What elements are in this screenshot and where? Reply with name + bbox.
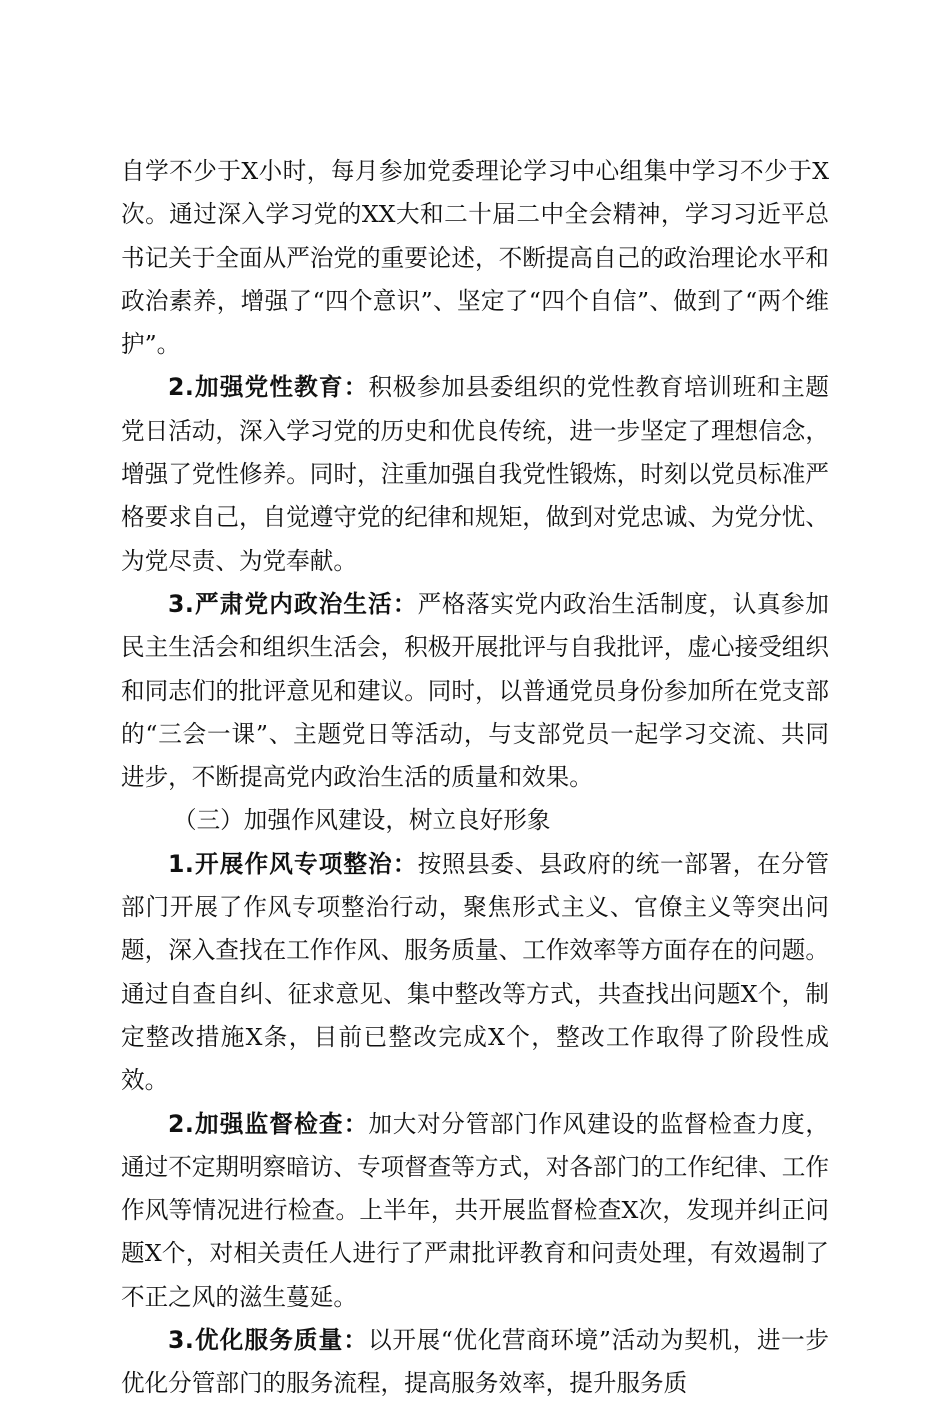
- document-body: [121, 150, 829, 1406]
- section-heading: [121, 799, 829, 842]
- paragraph-item-service-quality: [121, 1319, 829, 1406]
- item-title: 3.严肃党内政治生活：: [168, 589, 418, 618]
- item-title: 3.优化服务质量：: [168, 1326, 369, 1355]
- paragraph-item-party-spirit-education: [121, 366, 829, 582]
- paragraph-continuation: [121, 150, 829, 366]
- paragraph-item-style-rectification: [121, 843, 829, 1103]
- paragraph-text: 自学不少于X小时，每月参加党委理论学习中心组集中学习不少于X次。通过深入学习党的XX大和二十届二中全会精神，学习习近平总书记关于全面从严治党的重要论述，不断提高自己的政治理论水平和政治素养，增强了“四个意识”、坚定了“四个自信”、做到了“两个维护”。: [121, 157, 829, 359]
- paragraph-item-supervision: [121, 1103, 829, 1319]
- item-title: 2.加强监督检查：: [168, 1109, 369, 1138]
- paragraph-item-party-political-life: [121, 583, 829, 799]
- item-title: 1.开展作风专项整治：: [168, 849, 418, 878]
- item-text: 加大对分管部门作风建设的监督检查力度，通过不定期明察暗访、专项督查等方式，对各部门的工作纪律、工作作风等情况进行检查。上半年，共开展监督检查X次，发现并纠正问题X个，对相关责任人进行了严肃批评教育和问责处理，有效遏制了不正之风的滋生蔓延。: [121, 1109, 829, 1311]
- item-text: 严格落实党内政治生活制度，认真参加民主生活会和组织生活会，积极开展批评与自我批评，虚心接受组织和同志们的批评意见和建议。同时，以普通党员身份参加所在党支部的“三会一课”、主题党日等活动，与支部党员一起学习交流、共同进步，不断提高党内政治生活的质量和效果。: [121, 589, 829, 792]
- item-text: 按照县委、县政府的统一部署，在分管部门开展了作风专项整治行动，聚焦形式主义、官僚主义等突出问题，深入查找在工作作风、服务质量、工作效率等方面存在的问题。通过自查自纠、征求意见、集中整改等方式，共查找出问题X个，制定整改措施X条，目前已整改完成X个，整改工作取得了阶段性成效。: [121, 849, 829, 1095]
- section-heading-text: （三）加强作风建设，树立良好形象: [173, 806, 551, 835]
- item-title: 2.加强党性教育：: [168, 373, 369, 402]
- item-text: 积极参加县委组织的党性教育培训班和主题党日活动，深入学习党的历史和优良传统，进一步坚定了理想信念，增强了党性修养。同时，注重加强自我党性锻炼，时刻以党员标准严格要求自己，自觉遵守党的纪律和规矩，做到对党忠诚、为党分忧、为党尽责、为党奉献。: [121, 373, 829, 575]
- item-text: 以开展“优化营商环境”活动为契机，进一步优化分管部门的服务流程，提高服务效率，提升服务质: [121, 1326, 829, 1398]
